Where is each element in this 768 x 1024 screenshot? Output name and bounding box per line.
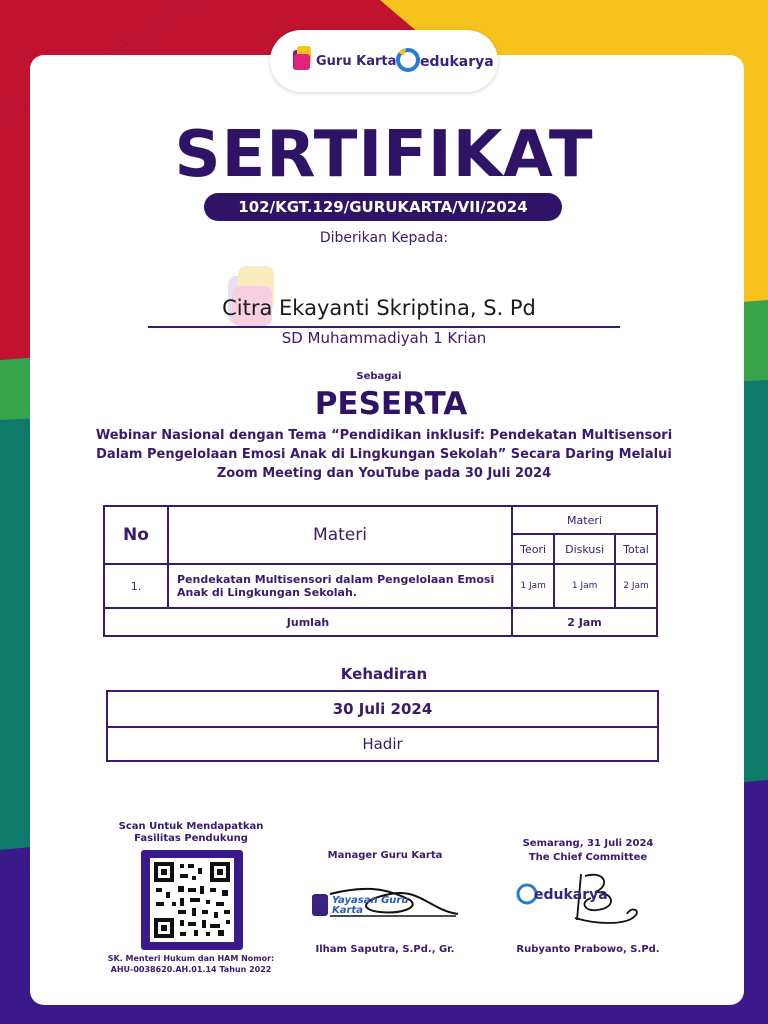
certificate-title: SERTIFIKAT bbox=[174, 118, 594, 192]
attendance-title: Kehadiran bbox=[340, 665, 428, 683]
given-to-label: Diberikan Kepada: bbox=[319, 230, 449, 246]
attendance-table bbox=[106, 690, 659, 762]
qr-frame bbox=[141, 850, 243, 950]
event-description: Webinar Nasional dengan Tema “Pendidikan inklusif: Pendekatan Multisensori Dalam Pengelolaan Emosi Anak di Lingkungan Sekolah” Secara Daring Melalui Zoom Meeting dan YouTube pada 30 Juli 2024 bbox=[95, 428, 673, 481]
header-diskusi: Diskusi bbox=[554, 534, 615, 564]
place-date: Semarang, 31 Juli 2024 bbox=[522, 838, 654, 849]
row-total: 2 Jam bbox=[615, 564, 657, 608]
guru-karta-logo-icon bbox=[290, 44, 314, 72]
header-materi: Materi bbox=[168, 506, 512, 564]
legal-registration: SK. Menteri Hukum dan HAM Nomor: AHU-0038620.AH.01.14 Tahun 2022 bbox=[107, 954, 275, 974]
guru-karta-logo-text: Guru Karta bbox=[316, 54, 397, 69]
attendance-status: Hadir bbox=[107, 727, 658, 761]
qr-code-icon[interactable] bbox=[150, 858, 234, 942]
header-teori: Teori bbox=[512, 534, 554, 564]
materials-table bbox=[103, 505, 658, 637]
header-no: No bbox=[104, 506, 168, 564]
role-title: PESERTA bbox=[314, 386, 468, 422]
attendance-date: 30 Juli 2024 bbox=[107, 691, 658, 727]
recipient-name: Citra Ekayanti Skriptina, S. Pd bbox=[222, 296, 536, 320]
chief-title: The Chief Committee bbox=[528, 852, 648, 863]
chief-stamp-text: edukarya bbox=[534, 887, 608, 903]
manager-name: Ilham Saputra, S.Pd., Gr. bbox=[315, 944, 455, 955]
certificate-number: 102/KGT.129/GURUKARTA/VII/2024 bbox=[204, 193, 562, 221]
row-materi: Pendekatan Multisensori dalam Pengelolaan Emosi Anak di Lingkungan Sekolah. bbox=[168, 564, 512, 608]
sum-label: Jumlah bbox=[104, 608, 512, 636]
row-teori: 1 Jam bbox=[512, 564, 554, 608]
chief-name: Rubyanto Prabowo, S.Pd. bbox=[516, 944, 660, 955]
manager-title: Manager Guru Karta bbox=[327, 850, 443, 861]
header-total: Total bbox=[615, 534, 657, 564]
edukarya-logo-icon bbox=[396, 46, 420, 74]
name-underline bbox=[148, 326, 620, 328]
table-row bbox=[104, 564, 657, 608]
row-diskusi: 1 Jam bbox=[554, 564, 615, 608]
manager-stamp-text: Yayasan Guru Karta bbox=[332, 895, 409, 916]
as-label: Sebagai bbox=[356, 371, 402, 382]
recipient-school: SD Muhammadiyah 1 Krian bbox=[281, 329, 487, 347]
qr-caption: Scan Untuk Mendapatkan Fasilitas Pendukung bbox=[118, 821, 264, 844]
sum-value: 2 Jam bbox=[512, 608, 657, 636]
logo-bar bbox=[270, 30, 498, 92]
header-materi-group: Materi bbox=[512, 506, 657, 534]
row-no: 1. bbox=[104, 564, 168, 608]
edukarya-logo-text: edukarya bbox=[420, 54, 494, 70]
